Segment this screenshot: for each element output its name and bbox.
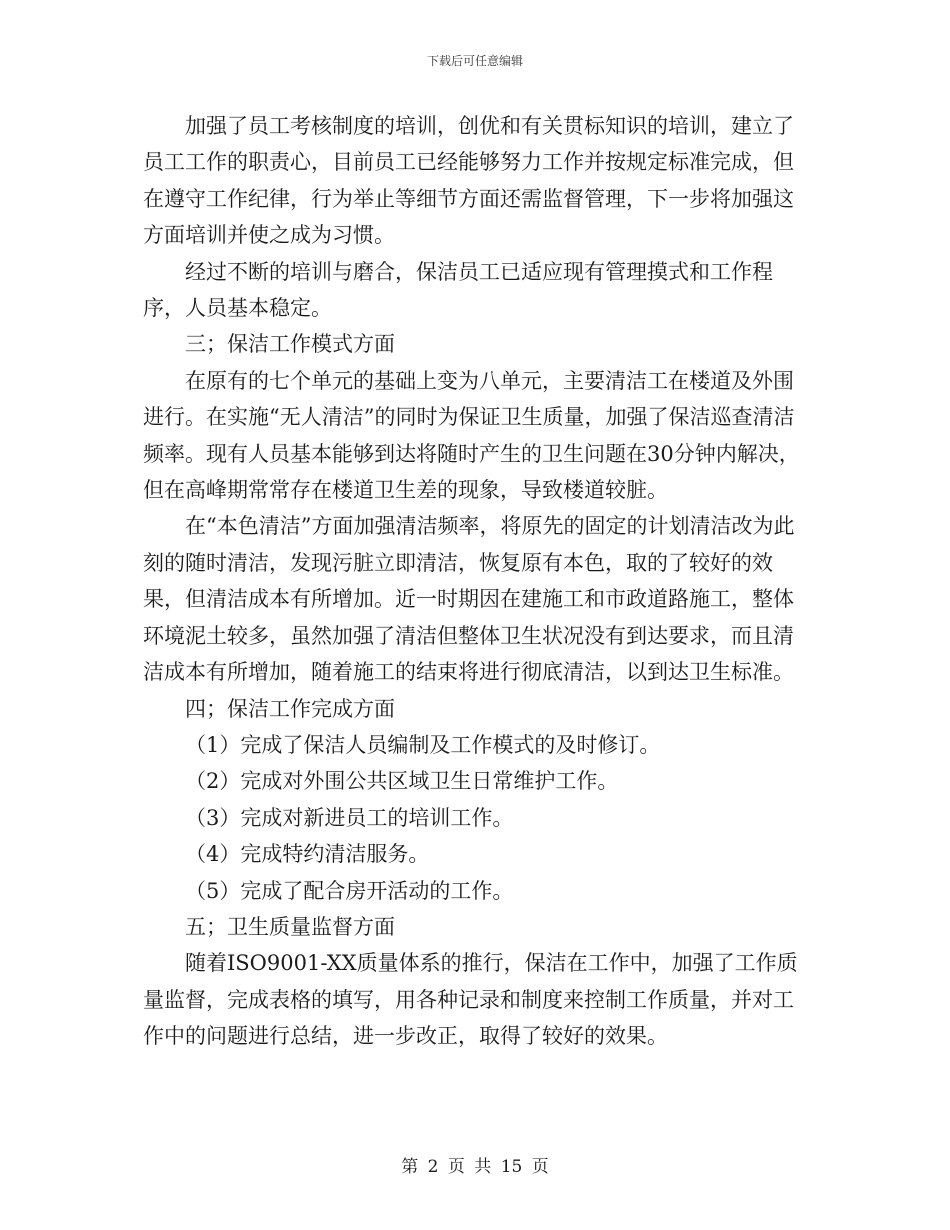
paragraph-natural-cleaning: 在“本色清洁”方面加强清洁频率，将原先的固定的计划清洁改为此刻的随时清洁，发现污脏立即清洁，恢复原有本色，取的了较好的效果，但清洁成本有所增加。近一时期因在建施工和市政道路施工，整体环境泥土较多，虽然加强了清洁但整体卫生状况没有到达要求，而且清洁成本有所增加，随着施工的结束将进行彻底清洁，以到达卫生标准。 xyxy=(143,514,795,685)
list-item-1: （1）完成了保洁人员编制及工作模式的及时修订。 xyxy=(185,732,661,757)
document-body xyxy=(143,108,808,1055)
section-heading-work-mode: 三；保洁工作模式方面 xyxy=(185,332,395,357)
list-item-2: （2）完成对外围公共区域卫生日常维护工作。 xyxy=(185,769,619,794)
section-heading-completion: 四；保洁工作完成方面 xyxy=(185,696,395,721)
paragraph-units: 在原有的七个单元的基础上变为八单元，主要清洁工在楼道及外围进行。在实施“无人清洁”的同时为保证卫生质量，加强了保洁巡查清洁频率。现有人员基本能够到达将随时产生的卫生问题在30分钟内解决，但在高峰期常常存在楼道卫生差的现象，导致楼道较脏。 xyxy=(143,368,800,503)
paragraph-staff-stable: 经过不断的培训与磨合，保洁员工已适应现有管理摸式和工作程序，人员基本稳定。 xyxy=(143,259,773,321)
section-heading-quality: 五；卫生质量监督方面 xyxy=(185,914,395,939)
list-item-4: （4）完成特约清洁服务。 xyxy=(185,842,430,867)
list-item-5: （5）完成了配合房开活动的工作。 xyxy=(185,878,514,903)
page-footer: 第 2 页 共 15 页 xyxy=(401,1157,549,1177)
paragraph-iso: 随着ISO9001-XX质量体系的推行，保洁在工作中，加强了工作质量监督，完成表格的填写，用各种记录和制度来控制工作质量，并对工作中的问题进行总结，进一步改正，取得了较好的效果。 xyxy=(143,951,798,1049)
page-header: 下载后可任意编辑 xyxy=(426,54,523,68)
paragraph-training: 加强了员工考核制度的培训，创优和有关贯标知识的培训，建立了员工工作的职责心，目前员工已经能够努力工作并按规定标准完成，但在遵守工作纪律，行为举止等细节方面还需监督管理，下一步将加强这方面培训并使之成为习惯。 xyxy=(143,114,794,248)
list-item-3: （3）完成对新进员工的培训工作。 xyxy=(185,805,514,830)
